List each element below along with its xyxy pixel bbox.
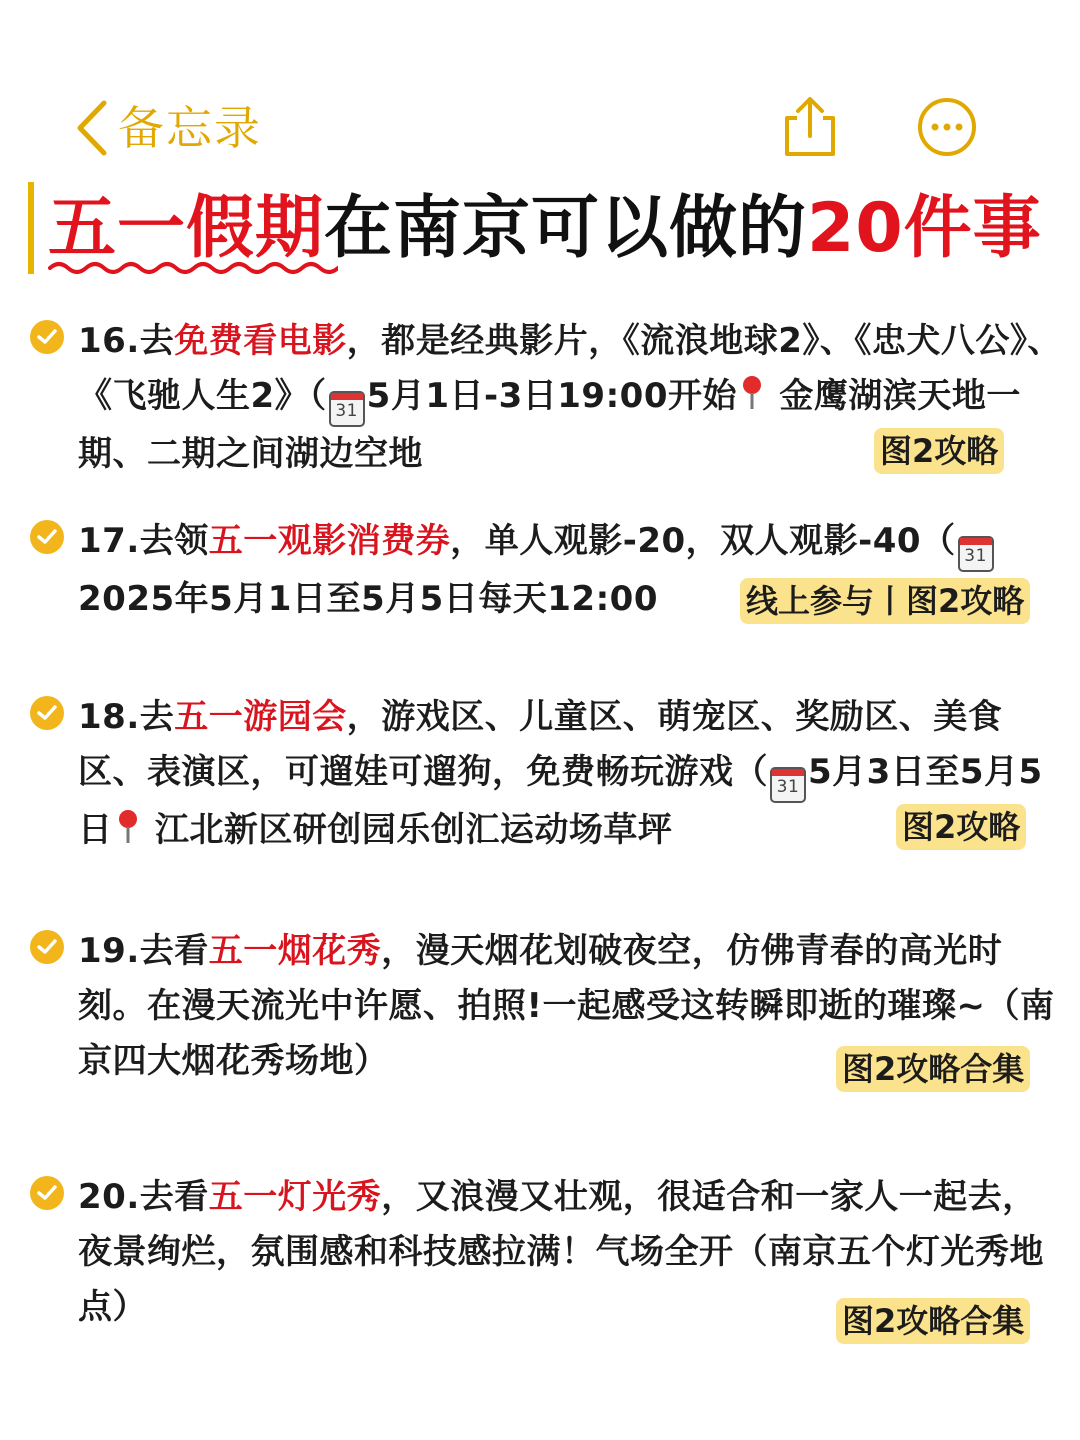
item-description: ，都是经典影片，《流浪地球2》、《忠犬八公》、《飞驰人生2》（ [78, 321, 1062, 416]
guide-tag: 线上参与丨图2攻略 [740, 578, 1030, 624]
guide-tag: 图2攻略合集 [836, 1298, 1030, 1344]
item-highlight: 五一观影消费券 [208, 521, 451, 561]
item-number: 20.去看 [78, 1177, 209, 1217]
guide-tag: 图2攻略 [874, 428, 1004, 474]
item-description: ，单人观影-20，双人观影-40（ [450, 521, 956, 561]
item-number: 18.去 [78, 697, 175, 737]
item-number: 19.去看 [78, 931, 209, 971]
checkmark-icon [30, 320, 64, 354]
item-date: 2025年5月1日至5月5日每天12:00 [78, 579, 658, 619]
checkmark-icon [30, 520, 64, 554]
title-count: 20件事 [807, 189, 1042, 268]
item-date: 5月3日至5月5日 [78, 752, 1043, 850]
back-button[interactable] [74, 98, 262, 158]
note-title [28, 178, 1073, 278]
title-accent-bar [28, 182, 34, 274]
item-description: ，又浪漫又壮观，很适合和一家人一起去，夜景绚烂，氛围感和科技感拉满！气场全开（南京五个灯光秀地点） [78, 1177, 1044, 1327]
title-middle: 在南京可以做的 [324, 189, 808, 268]
chevron-left-icon [74, 99, 110, 157]
location-pin-icon [741, 375, 763, 411]
guide-tag: 图2攻略 [896, 804, 1026, 850]
share-button[interactable] [780, 96, 840, 162]
item-highlight: 五一烟花秀 [208, 931, 382, 971]
calendar-icon: 31 [958, 536, 994, 572]
item-number: 16.去 [78, 321, 175, 361]
more-icon [916, 96, 978, 158]
calendar-icon: 31 [329, 391, 365, 427]
item-highlight: 五一游园会 [174, 697, 347, 737]
guide-tag: 图2攻略合集 [836, 1046, 1030, 1092]
item-description: ，游戏区、儿童区、萌宠区、奖励区、美食区、表演区，可遛娃可遛狗，免费畅玩游戏（ [78, 697, 1003, 792]
title-highlight: 五一假期 [48, 189, 325, 268]
location-pin-icon [117, 809, 139, 845]
item-number: 17.去领 [78, 521, 209, 561]
back-label: 备忘录 [118, 101, 262, 155]
top-nav-bar [0, 96, 1080, 166]
item-highlight: 五一灯光秀 [208, 1177, 382, 1217]
item-date: 5月1日-3日19:00开始 [366, 376, 737, 416]
share-icon [780, 96, 840, 158]
checkmark-icon [30, 930, 64, 964]
wavy-underline [48, 260, 338, 276]
more-options-button[interactable] [916, 96, 978, 162]
checkmark-icon [30, 1176, 64, 1210]
item-highlight: 免费看电影 [174, 321, 347, 361]
item-description: ，漫天烟花划破夜空，仿佛青春的高光时刻。在漫天流光中许愿、拍照!一起感受这转瞬即逝的璀璨~（南京四大烟花秀场地） [78, 931, 1055, 1081]
item-location: 金鹰湖滨天地一期、二期之间湖边空地 [78, 376, 1021, 474]
checkmark-icon [30, 696, 64, 730]
item-location: 江北新区研创园乐创汇运动场草坪 [142, 810, 673, 850]
calendar-icon: 31 [770, 767, 806, 803]
